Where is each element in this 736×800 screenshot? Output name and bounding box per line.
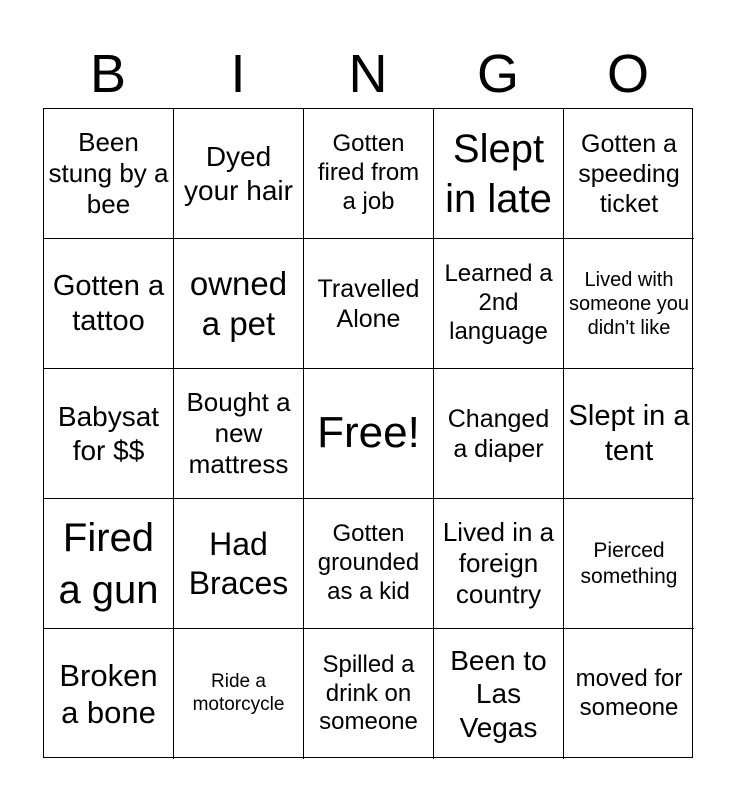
bingo-cell[interactable] bbox=[44, 239, 174, 369]
free-space-cell[interactable] bbox=[304, 369, 434, 499]
bingo-cell[interactable] bbox=[304, 109, 434, 239]
cell-text: Dyed your hair bbox=[184, 140, 293, 206]
bingo-cell[interactable] bbox=[564, 369, 694, 499]
cell-text: Broken a bone bbox=[59, 657, 158, 730]
cell-text: Been stung by a bee bbox=[48, 126, 169, 220]
cell-text: Fired a gun bbox=[58, 515, 159, 612]
free-space-text: Free! bbox=[317, 408, 420, 458]
header-letter-o: O bbox=[606, 44, 649, 104]
bingo-cell[interactable] bbox=[564, 629, 694, 759]
bingo-cell[interactable] bbox=[434, 369, 564, 499]
bingo-cell[interactable] bbox=[174, 109, 304, 239]
bingo-header bbox=[43, 40, 693, 108]
bingo-cell[interactable] bbox=[434, 499, 564, 629]
bingo-cell[interactable] bbox=[174, 369, 304, 499]
header-letter-g: G bbox=[476, 44, 519, 104]
bingo-board bbox=[43, 108, 693, 758]
bingo-cell[interactable] bbox=[44, 499, 174, 629]
cell-text: Travelled Alone bbox=[317, 274, 420, 333]
bingo-cell[interactable] bbox=[304, 239, 434, 369]
bingo-cell[interactable] bbox=[44, 109, 174, 239]
cell-text: moved for someone bbox=[575, 665, 683, 721]
header-letter-b: B bbox=[89, 44, 127, 104]
cell-text: Slept in a tent bbox=[568, 399, 690, 467]
bingo-cell[interactable] bbox=[44, 369, 174, 499]
bingo-cell[interactable] bbox=[564, 239, 694, 369]
cell-text: Had Braces bbox=[188, 526, 289, 601]
cell-text: Gotten a speeding ticket bbox=[578, 129, 680, 218]
cell-text: Lived with someone you didn't like bbox=[568, 268, 690, 339]
bingo-cell[interactable] bbox=[304, 499, 434, 629]
cell-text: Spilled a drink on someone bbox=[319, 650, 418, 736]
bingo-cell[interactable] bbox=[434, 109, 564, 239]
bingo-cell[interactable] bbox=[434, 239, 564, 369]
bingo-cell[interactable] bbox=[304, 629, 434, 759]
bingo-cell[interactable] bbox=[564, 109, 694, 239]
bingo-cell[interactable] bbox=[44, 629, 174, 759]
cell-text: Ride a motorcycle bbox=[192, 671, 285, 715]
cell-text: Learned a 2nd language bbox=[444, 260, 553, 345]
cell-text: Slept in late bbox=[445, 126, 552, 221]
cell-text: Gotten a tattoo bbox=[52, 269, 165, 337]
bingo-cell[interactable] bbox=[174, 629, 304, 759]
cell-text: Gotten fired from a job bbox=[317, 130, 420, 215]
header-letter-i: I bbox=[230, 44, 246, 104]
cell-text: Gotten grounded as a kid bbox=[317, 520, 420, 605]
cell-text: Lived in a foreign country bbox=[442, 516, 555, 610]
bingo-cell[interactable] bbox=[174, 239, 304, 369]
bingo-cell[interactable] bbox=[174, 499, 304, 629]
bingo-cell[interactable] bbox=[564, 499, 694, 629]
cell-text: Pierced something bbox=[580, 539, 678, 588]
cell-text: Babysat for $$ bbox=[57, 400, 160, 466]
cell-text: Been to Las Vegas bbox=[450, 644, 547, 743]
header-letter-n: N bbox=[348, 44, 388, 104]
bingo-cell[interactable] bbox=[434, 629, 564, 759]
cell-text: owned a pet bbox=[189, 264, 288, 342]
cell-text: Changed a diaper bbox=[447, 404, 550, 463]
cell-text: Bought a new mattress bbox=[186, 386, 291, 480]
